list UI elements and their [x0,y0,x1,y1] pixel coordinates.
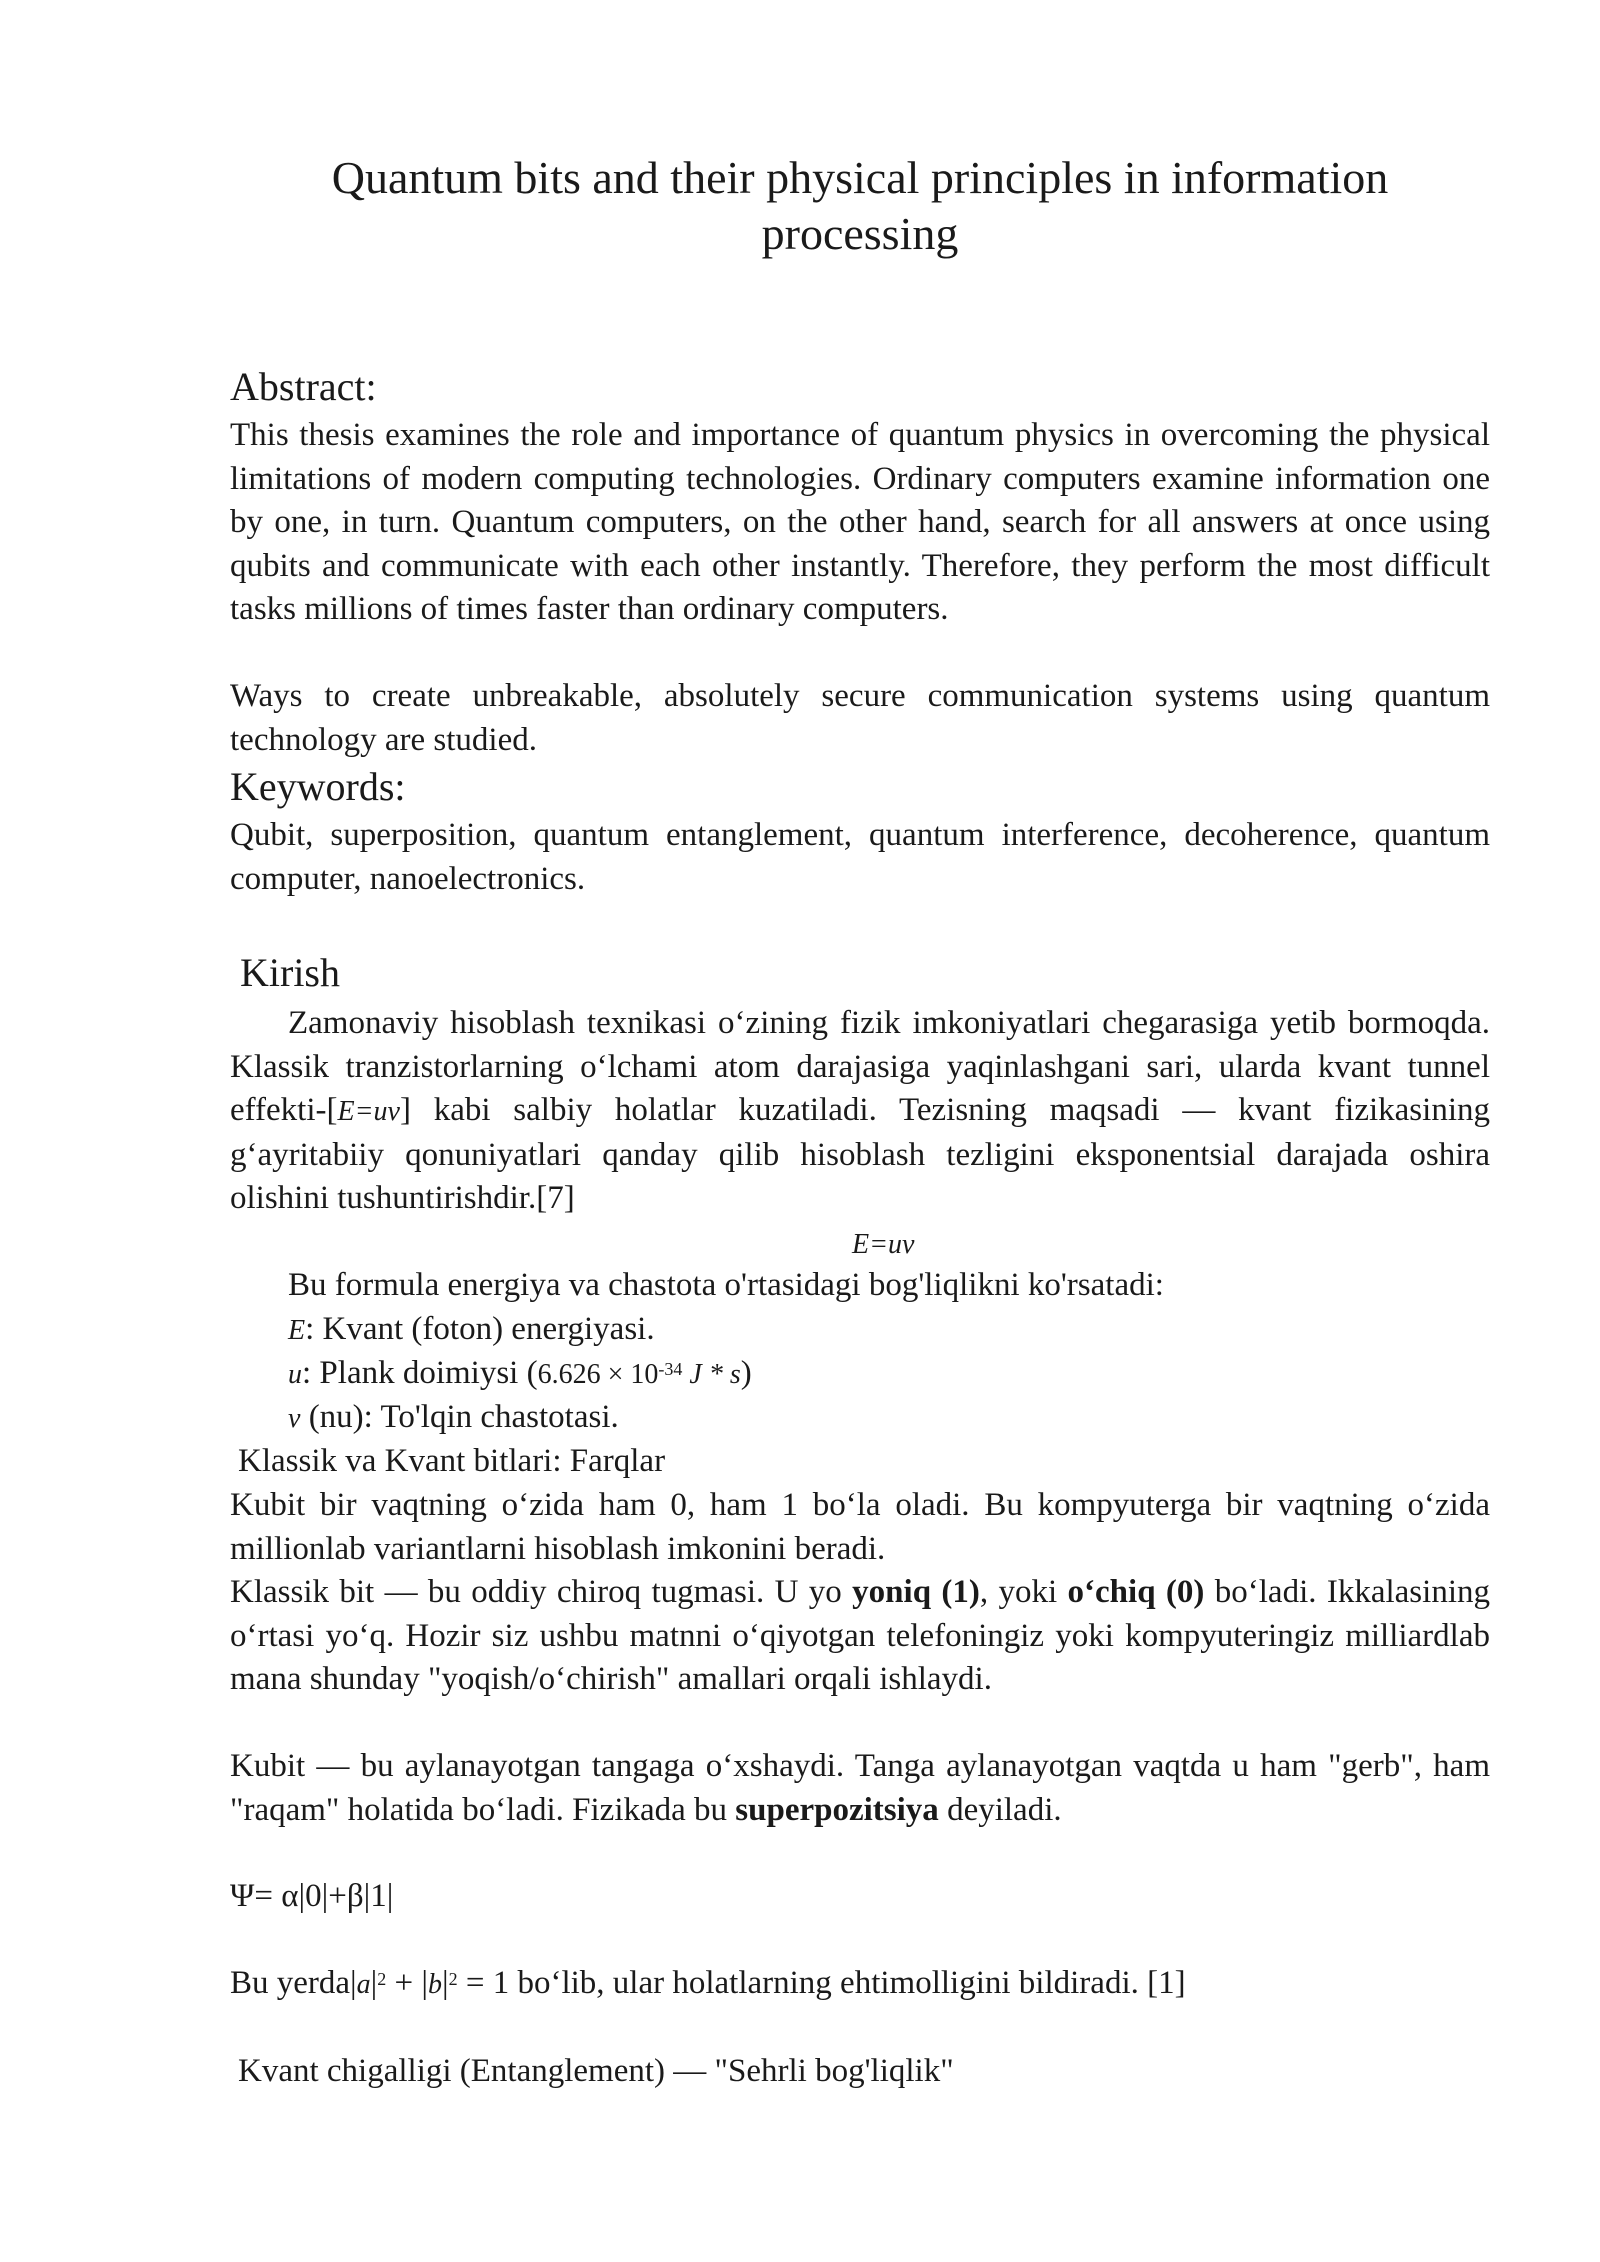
definition-v: v (nu): To'lqin chastotasi. [288,1399,619,1435]
abstract-heading: Abstract: [230,364,377,409]
abstract-paragraph-2: Ways to create unbreakable, absolutely secure communication systems using quantum technology are studied. [230,678,1490,758]
keywords-text: Qubit, superposition, quantum entanglement, quantum interference, decoherence, quantum computer, nanoelectronics. [230,817,1490,897]
bits-paragraph-2: Klassik bit — bu oddiy chiroq tugmasi. U yo yoniq (1), yoki o‘chiq (0) bo‘ladi. Ikkalasining o‘rtasi yo‘q. Hozir siz ushbu matnni o‘qiyotgan telefoningiz yoki kompyuteringiz milliardlab mana shunday "yoqish/o‘chirish" amallari orqali ishlaydi. [230,1574,1490,1697]
kirish-heading: Kirish [240,950,340,995]
abstract-paragraph-1: This thesis examines the role and importance of quantum physics in overcoming the physical limitations of modern computing technologies. Ordinary computers examine information one by one, in turn. Quantum computers, on the other hand, search for all answers at once using qubits and communicate with each other instantly. Therefore, they perform the most difficult tasks millions of times faster than ordinary computers. [230,417,1490,627]
bits-paragraph-3: Kubit — bu aylanayotgan tangaga o‘xshaydi. Tanga aylanayotgan vaqtda u ham "gerb", ham "raqam" holatida bo‘ladi. Fizikada bu superpozitsiya deyiladi. [230,1748,1490,1828]
paper-title: Quantum bits and their physical principles in information processing [331,152,1389,259]
definition-u: u: Plank doimiysi ($6.626 \times 10^{-34}$ J * s) [288,1355,752,1391]
formula-centered: E=uv [852,1229,915,1260]
definition-e: E: Kvant (foton) energiyasi. [288,1311,655,1347]
probability-line: Bu $yerda|a|^2 + |b|^2 = 1$ bo‘lib, ular holatlarning ehtimolligini bildiradi. [1] [230,1965,1186,2001]
keywords-heading: Keywords: [230,764,406,809]
psi-formula: Ψ= α|0|+β|1| [230,1878,394,1914]
entanglement-heading: Kvant chigalligi (Entanglement) — "Sehrli bog'liqlik" [238,2053,954,2089]
formula-explanation: Bu formula energiya va chastota o'rtasidagi bog'liqlikni ko'rsatadi: [288,1267,1164,1303]
bits-paragraph-1: Kubit bir vaqtning o‘zida ham 0, ham 1 bo‘la oladi. Bu kompyuterga bir vaqtning o‘zida millionlab variantlarni hisoblash imkonini beradi. [230,1487,1490,1567]
bits-heading: Klassik va Kvant bitlari: Farqlar [238,1443,666,1479]
kirish-paragraph: Zamonaviy hisoblash texnikasi o‘zining fizik imkoniyatlari chegarasiga yetib bormoqda. Klassik tranzistorlarning o‘lchami atom darajasiga yaqinlashgani sari, ularda kvant tunnel effekti-[E=uv] kabi salbiy holatlar kuzatiladi. Tezisning maqsadi — kvant fizikasining g‘ayritabiiy qonuniyatlari qanday qilib hisoblash tezligini eksponentsial darajada oshira olishini tushuntirishdir.[7] [230,1005,1490,1216]
inline-formula: E=uv [337,1096,400,1127]
